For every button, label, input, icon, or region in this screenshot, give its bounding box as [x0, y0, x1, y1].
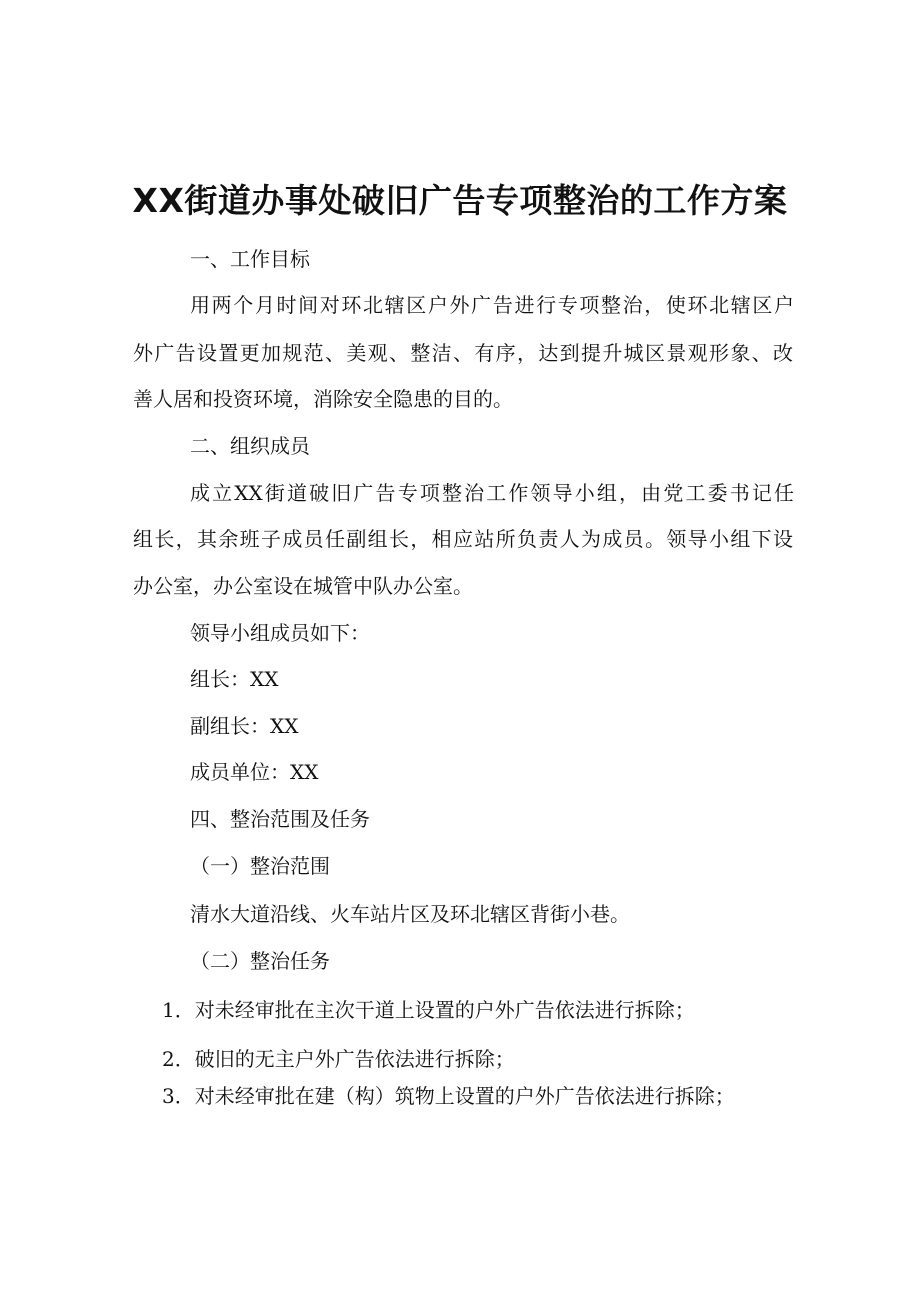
paragraph-line: 外广告设置更加规范、美观、整洁、有序，达到提升城区景观形象、改 [133, 341, 793, 365]
subheading-scope: （一）整治范围 [190, 854, 330, 878]
task-item: 1．对未经审批在主次干道上设置的户外广告依法进行拆除； [162, 998, 695, 1022]
paragraph-line: 善人居和投资环境，消除安全隐患的目的。 [133, 387, 513, 411]
section-heading-scope-tasks: 四、整治范围及任务 [190, 807, 370, 831]
section-heading-organization: 二、组织成员 [190, 434, 310, 458]
task-item: 3．对未经审批在建（构）筑物上设置的户外广告依法进行拆除； [162, 1084, 735, 1108]
member-units-line: 成员单位：XX [190, 760, 319, 784]
task-item: 2．破旧的无主户外广告依法进行拆除； [162, 1047, 515, 1071]
scope-text: 清水大道沿线、火车站片区及环北辖区背街小巷。 [190, 902, 630, 926]
paragraph-line: 办公室，办公室设在城管中队办公室。 [133, 574, 473, 598]
members-intro: 领导小组成员如下： [190, 621, 370, 645]
paragraph-line: 用两个月时间对环北辖区户外广告进行专项整治，使环北辖区户 [190, 293, 794, 317]
section-heading-work-goal: 一、工作目标 [190, 247, 310, 271]
leader-line: 组长：XX [190, 667, 279, 691]
page-title: XX街道办事处破旧广告专项整治的工作方案 [132, 181, 788, 220]
deputy-leader-line: 副组长：XX [190, 714, 299, 738]
paragraph-line: 成立XX街道破旧广告专项整治工作领导小组，由党工委书记任 [190, 481, 794, 505]
subheading-tasks: （二）整治任务 [190, 949, 330, 973]
paragraph-line: 组长，其余班子成员任副组长，相应站所负责人为成员。领导小组下设 [133, 527, 793, 551]
